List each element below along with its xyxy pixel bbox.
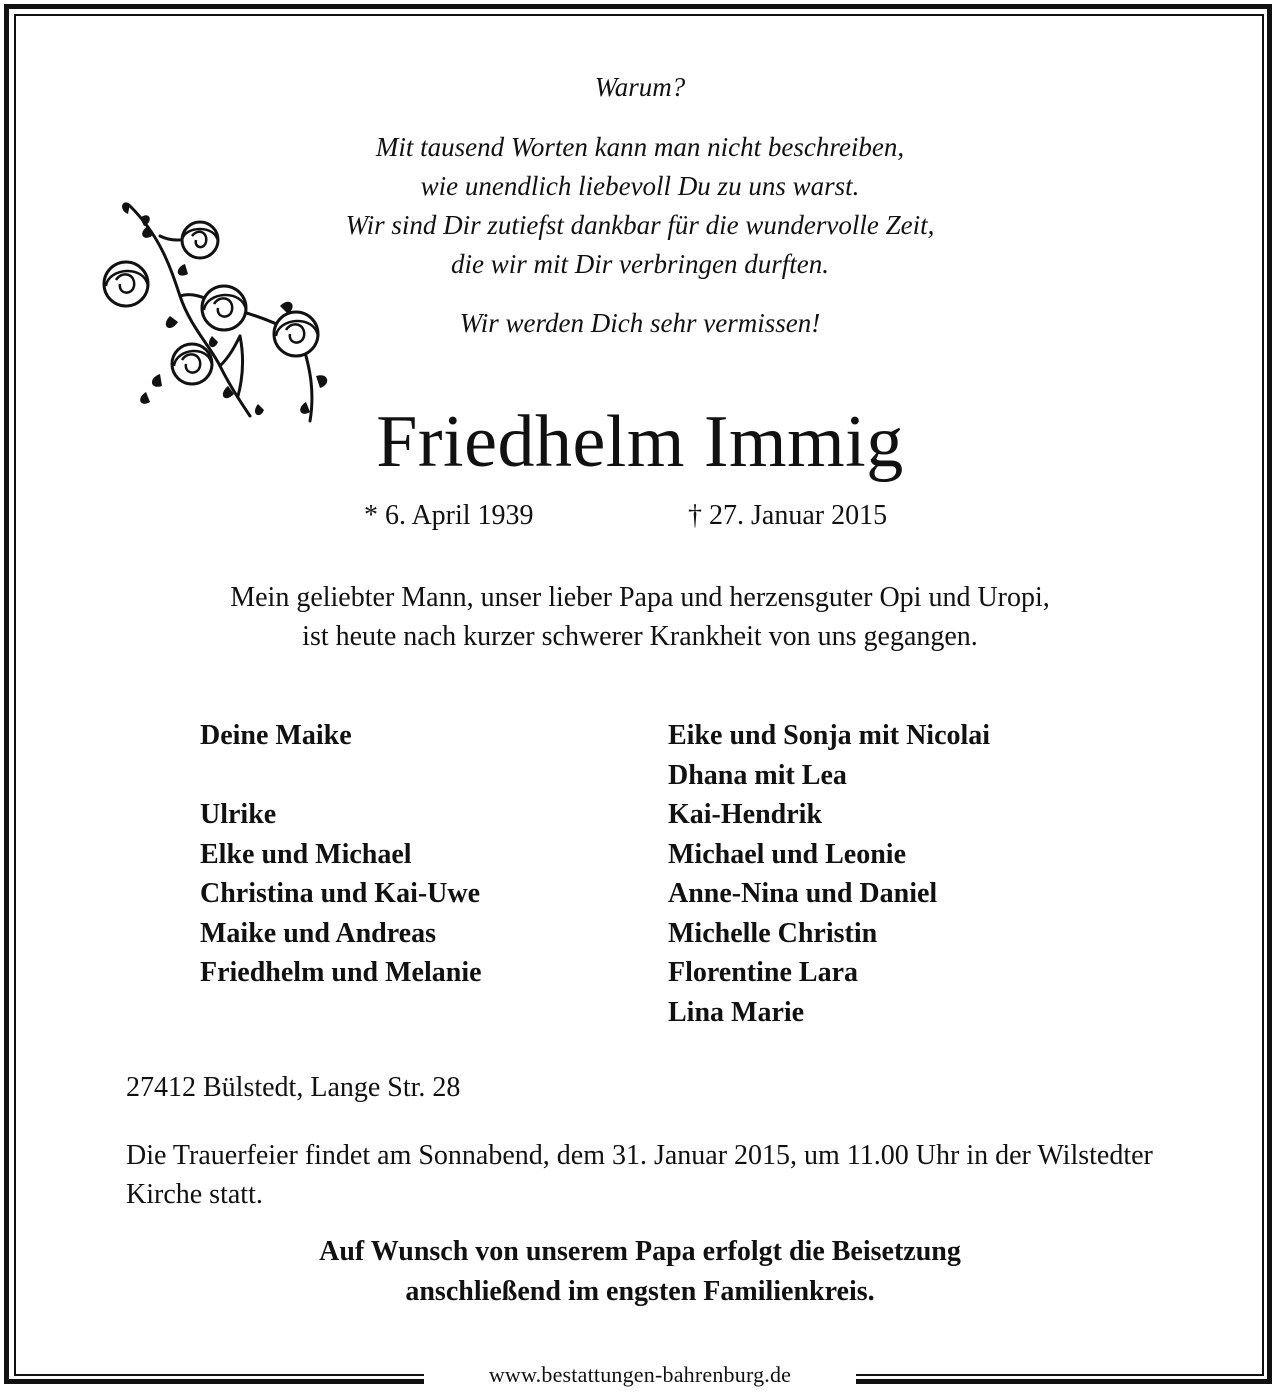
burial-notice-line: Auf Wunsch von unserem Papa erfolgt die Beisetzung	[319, 1236, 961, 1267]
mourner-name: Dhana mit Lea	[668, 759, 847, 791]
mourners-right-column	[668, 716, 990, 1032]
mourner-name: Deine Maike	[200, 720, 352, 751]
announcement-line: Mein geliebter Mann, unser lieber Papa und herzensguter Opi und Uropi,	[230, 582, 1050, 613]
mourner-name: Michael und Leonie	[668, 838, 907, 870]
mourner-name: Kai-Hendrik	[668, 799, 823, 830]
address: 27412 Bülstedt, Lange Str. 28	[126, 1072, 461, 1103]
deceased-name: Friedhelm Immig	[376, 401, 904, 483]
mourner-spacer	[200, 756, 482, 796]
mourner-name: Lina Marie	[668, 996, 805, 1028]
mourner-name: Florentine Lara	[668, 957, 859, 988]
poem-line: Mit tausend Worten kann man nicht beschreiben,	[375, 132, 905, 162]
poem-line: Wir sind Dir zutiefst dankbar für die wundervolle Zeit,	[345, 210, 935, 240]
poem-closing: Wir werden Dich sehr vermissen!	[459, 308, 821, 338]
mourner-name: Christina und Kai-Uwe	[200, 878, 481, 909]
poem-line: die wir mit Dir verbringen durften.	[451, 249, 829, 279]
poem-line: wie unendlich liebevoll Du zu uns warst.	[420, 171, 860, 201]
mourner-name: Eike und Sonja mit Nicolai	[668, 720, 991, 751]
death-date: † 27. Januar 2015	[688, 500, 888, 531]
announcement-line: ist heute nach kurzer schwerer Krankheit von uns gegangen.	[302, 621, 978, 652]
mourners-left-column	[200, 716, 482, 993]
mourner-name: Elke und Michael	[200, 838, 412, 870]
birth-date: * 6. April 1939	[364, 500, 534, 531]
mourner-name: Anne-Nina und Daniel	[668, 878, 938, 909]
footer-website-link[interactable]: www.bestattungen-bahrenburg.de	[488, 1362, 792, 1387]
poem-title: Warum?	[594, 72, 686, 102]
mourner-name: Friedhelm und Melanie	[200, 957, 482, 988]
burial-notice-line: anschließend im engsten Familienkreis.	[405, 1276, 875, 1307]
mourner-name: Ulrike	[200, 799, 277, 830]
service-info: Die Trauerfeier findet am Sonnabend, dem 31. Januar 2015, um 11.00 Uhr in der Wilstedter Kirche statt.	[126, 1140, 1153, 1210]
mourner-name: Maike und Andreas	[200, 917, 436, 949]
mourner-name: Michelle Christin	[668, 917, 878, 949]
